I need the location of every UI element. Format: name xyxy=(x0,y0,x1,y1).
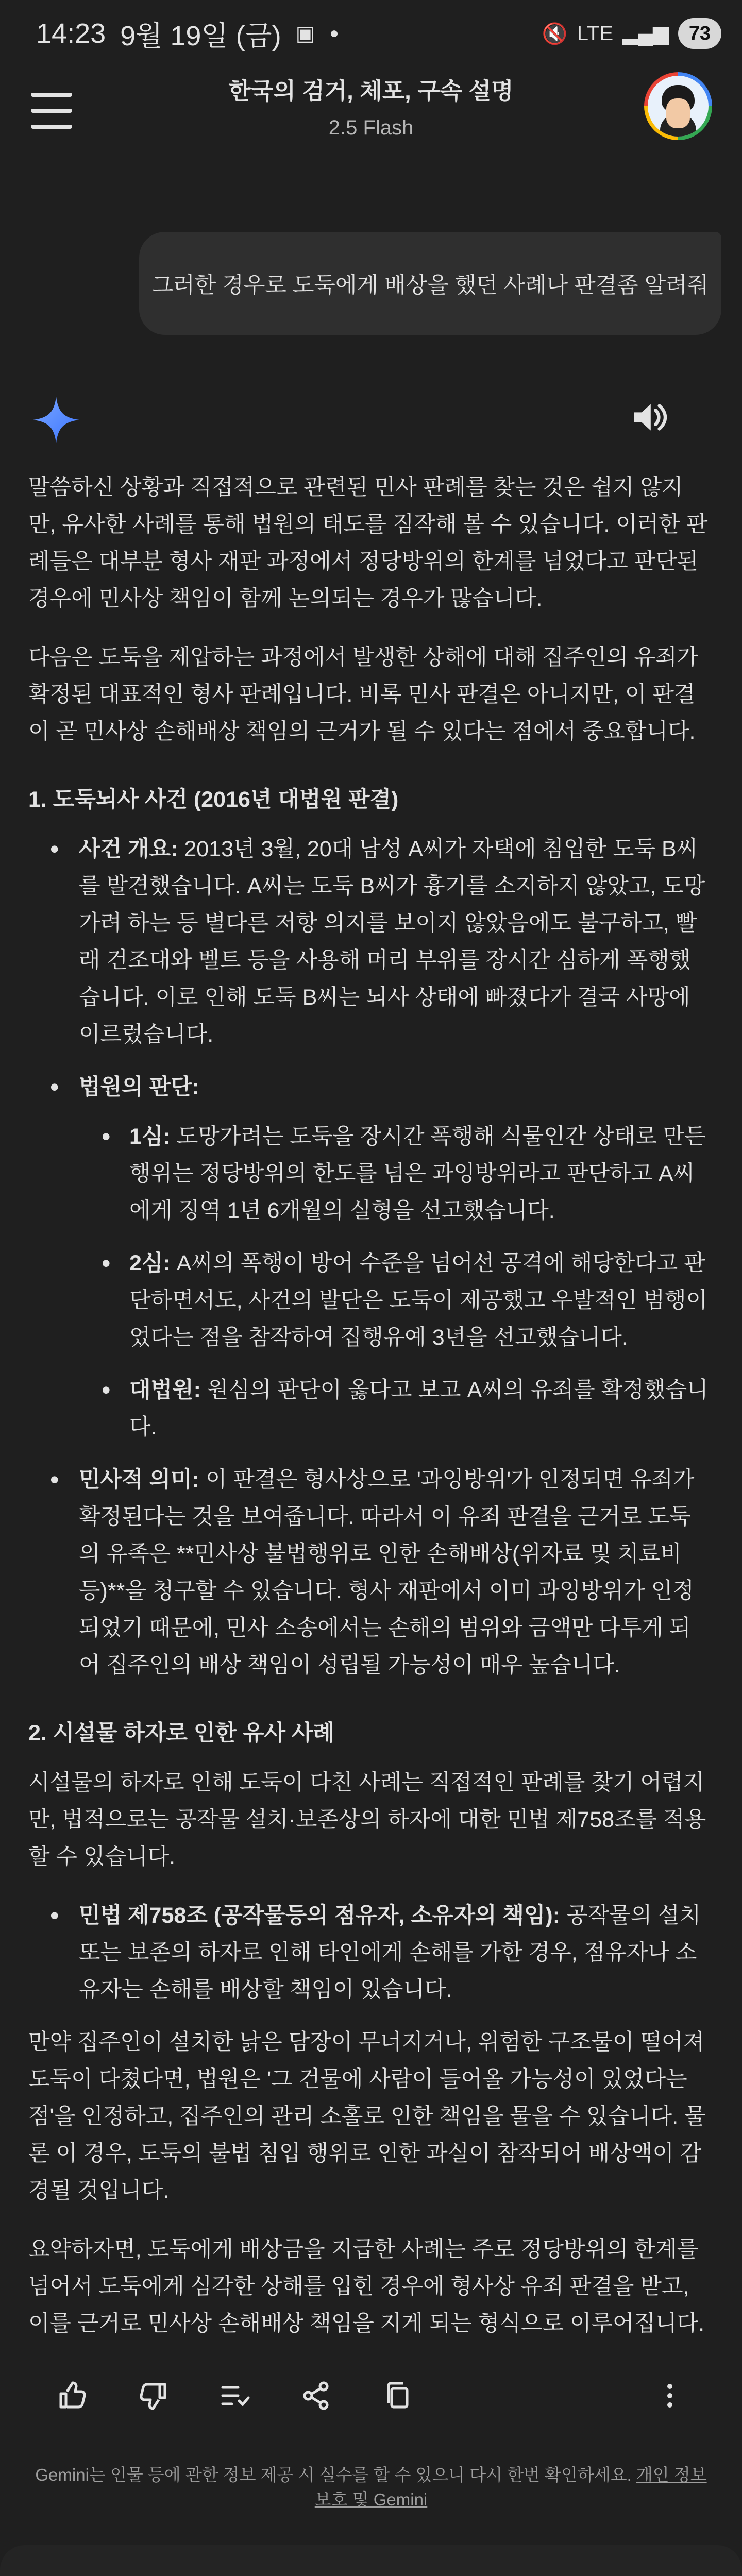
share-icon[interactable] xyxy=(296,2375,337,2416)
section-2-list xyxy=(28,1897,709,2008)
app-header xyxy=(0,72,742,155)
signal-icon: ▂▄▆ xyxy=(622,22,669,45)
answer-paragraph-2: 다음은 도둑을 제압하는 과정에서 발생한 상해에 대해 집주인의 유죄가 확정된 대표적인 형사 판례입니다. 비록 민사 판결은 아니지만, 이 판결이 곧 민사상 손해배상 책임의 근거가 될 수 있다는 점에서 중요합니다. xyxy=(28,645,699,744)
court-judgment-sublist xyxy=(79,1118,709,1446)
civil-law-label: 민법 제758조 (공작물등의 점유자, 소유자의 책임): xyxy=(79,1903,561,1928)
user-message-bubble xyxy=(139,232,721,335)
gemini-answer xyxy=(28,469,709,2364)
first-instance-text: 도망가려는 도둑을 장시간 폭행해 식물인간 상태로 만든 행위는 정당방위의 한도를 넘은 과잉방위라고 판단하고 A씨에게 징역 1년 6개월의 실형을 선고했습니다. xyxy=(129,1124,706,1223)
status-bar xyxy=(0,0,742,67)
supreme-court-item xyxy=(79,1371,709,1446)
civil-meaning-label: 민사적 의미: xyxy=(79,1467,199,1492)
response-actions xyxy=(52,2370,690,2421)
user-message-text: 그러한 경우로 도둑에게 배상을 했던 사례나 판결좀 알려줘 xyxy=(151,273,709,298)
case-summary-text: 2013년 3월, 20대 남성 A씨가 자택에 침입한 도둑 B씨를 발견했습니다. A씨는 도둑 B씨가 흉기를 소지하지 않았고, 도망가려 하는 등 별다른 저항 의지를 보이지 않았음에도 불구하고, 빨래 건조대와 벨트 등을 사용해 머리 부위를 장시간 심하게 폭행했습니다. 이로 인해 도둑 B씨는 뇌사 상태에 빠졌다가 결국 사망에 이르렀습니다. xyxy=(79,837,705,1047)
second-instance-text: A씨의 폭행이 방어 수준을 넘어선 공격에 해당한다고 판단하면서도, 사건의 발단은 도둑이 제공했고 우발적인 범행이었다는 점을 참작하여 집행유예 3년을 선고했습니다. xyxy=(129,1251,708,1350)
civil-meaning-item xyxy=(28,1461,709,1684)
conversation-title[interactable]: 한국의 검거, 체포, 구속 설명 xyxy=(228,78,514,104)
first-instance-item xyxy=(79,1118,709,1229)
status-time: 14:23 xyxy=(36,18,106,49)
avatar-image xyxy=(648,76,709,137)
status-right xyxy=(542,18,721,49)
privacy-link[interactable]: 개인 정보 보호 및 Gemini xyxy=(314,2465,707,2509)
answer-paragraph-1: 말씀하신 상황과 직접적으로 관련된 민사 판례를 찾는 것은 쉽지 않지만, 유사한 사례를 통해 법원의 태도를 짐작해 볼 수 있습니다. 이러한 판례들은 대부분 형사 재판 과정에서 정당방위의 한계를 넘었다고 판단된 경우에 민사상 책임이 함께 논의되는 경우가 많습니다. xyxy=(28,475,708,611)
answer-paragraph-5: 요약하자면, 도둑에게 배상금을 지급한 사례는 주로 정당방위의 한계를 넘어서 도둑에게 심각한 상해를 입힌 경우에 형사상 유죄 판결을 받고, 이를 근거로 민사상 손해배상 책임을 지게 되는 형식으로 이루어집니다. xyxy=(28,2237,705,2336)
screenshot-icon: ▣ xyxy=(295,22,315,45)
disclaimer-text: Gemini는 인물 등에 관한 정보 제공 시 실수를 할 수 있으니 다시 한번 확인하세요. xyxy=(35,2465,636,2484)
section-heading-1: 1. 도둑뇌사 사건 (2016년 대법원 판결) xyxy=(28,787,399,812)
case-summary-label: 사건 개요: xyxy=(79,837,178,861)
composer xyxy=(0,2545,742,2576)
civil-law-item xyxy=(28,1897,709,2008)
modify-icon[interactable] xyxy=(214,2375,256,2416)
signal-label: LTE xyxy=(577,22,614,45)
second-instance-label: 2심: xyxy=(129,1251,171,1276)
section-1-list xyxy=(28,831,709,1684)
court-judgment-item xyxy=(28,1069,709,1446)
copy-icon[interactable] xyxy=(377,2375,418,2416)
mute-icon: 🔇 xyxy=(542,22,568,45)
status-left xyxy=(36,14,339,54)
supreme-court-text: 원심의 판단이 옳다고 보고 A씨의 유죄를 확정했습니다. xyxy=(129,1378,709,1439)
model-name: 2.5 Flash xyxy=(328,116,414,139)
court-judgment-label: 법원의 판단: xyxy=(79,1075,199,1099)
civil-meaning-text: 이 판결은 형사상으로 '과잉방위'가 인정되면 유죄가 확정된다는 것을 보여줍니다. 따라서 이 유죄 판결을 근거로 도둑의 유족은 **민사상 불법행위로 인한 손해배상(위자료 및 치료비 등)**을 청구할 수 있습니다. 형사 재판에서 이미 과잉방위가 인정되었기 때문에, 민사 소송에서는 손해의 범위와 금액만 다투게 되어 집주인의 배상 책임이 성립될 가능성이 매우 높습니다. xyxy=(79,1467,695,1677)
speaker-icon[interactable] xyxy=(628,397,669,438)
answer-paragraph-3: 시설물의 하자로 인해 도둑이 다친 사례는 직접적인 판례를 찾기 어렵지만, 법적으로는 공작물 설치·보존상의 하자에 대한 민법 제758조를 적용할 수 있습니다. xyxy=(28,1770,706,1869)
avatar[interactable] xyxy=(644,72,712,140)
disclaimer xyxy=(31,2463,711,2512)
thumbs-up-icon[interactable] xyxy=(52,2375,93,2416)
case-summary-item xyxy=(28,831,709,1053)
more-icon[interactable] xyxy=(649,2375,690,2416)
gemini-spark-icon xyxy=(32,396,80,444)
status-date: 9월 19일 (금) xyxy=(120,20,281,52)
supreme-court-label: 대법원: xyxy=(129,1378,201,1402)
section-heading-2: 2. 시설물 하자로 인한 유사 사례 xyxy=(28,1721,335,1745)
battery-indicator: 73 xyxy=(678,18,721,49)
thumbs-down-icon[interactable] xyxy=(133,2375,174,2416)
second-instance-item xyxy=(79,1245,709,1356)
dot-icon: ● xyxy=(329,25,339,42)
first-instance-label: 1심: xyxy=(129,1124,171,1149)
civil-law-text: 공작물의 설치 또는 보존의 하자로 인해 타인에게 손해를 가한 경우, 점유자나 소유자는 손해를 배상할 책임이 있습니다. xyxy=(79,1903,701,2002)
answer-paragraph-4: 만약 집주인이 설치한 낡은 담장이 무너지거나, 위험한 구조물이 떨어져 도둑이 다쳤다면, 법원은 '그 건물에 사람이 들어올 가능성이 있었다는 점'을 인정하고, 집주인의 관리 소홀로 인한 책임을 물을 수 있습니다. 물론 이 경우, 도둑의 불법 침입 행위로 인한 과실이 참작되어 배상액이 감경될 것입니다. xyxy=(28,2030,706,2203)
